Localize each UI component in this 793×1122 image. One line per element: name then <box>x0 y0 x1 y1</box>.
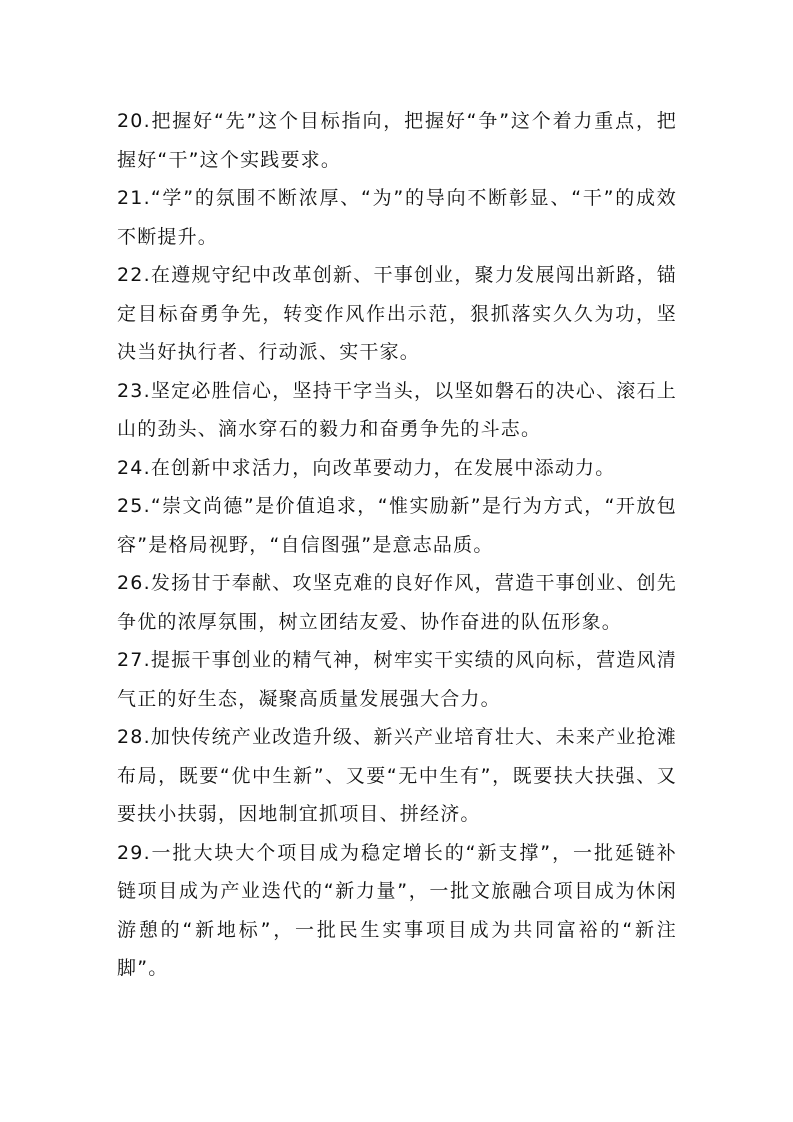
document-body <box>117 102 677 988</box>
list-item-29: 29.一批大块大个项目成为稳定增长的“新支撑”，一批延链补链项目成为产业迭代的“新力量”，一批文旅融合项目成为休闲游憩的“新地标”，一批民生实事项目成为共同富裕的“新注脚”。 <box>117 841 677 979</box>
list-item-27: 27.提振干事创业的精气神，树牢实干实绩的风向标，营造风清气正的好生态，凝聚高质量发展强大合力。 <box>117 649 677 710</box>
list-item-22: 22.在遵规守纪中改革创新、干事创业，聚力发展闯出新路，锚定目标奋勇争先，转变作风作出示范，狠抓落实久久为功，坚决当好执行者、行动派、实干家。 <box>117 264 677 363</box>
list-item-25: 25.“崇文尚德”是价值追求，“惟实励新”是行为方式，“开放包容”是格局视野，“自信图强”是意志品质。 <box>117 495 677 556</box>
list-item-24: 24.在创新中求活力，向改革要动力，在发展中添动力。 <box>117 456 616 479</box>
list-item-23: 23.坚定必胜信心，坚持干字当头，以坚如磐石的决心、滚石上山的劲头、滴水穿石的毅力和奋勇争先的斗志。 <box>117 379 677 440</box>
list-item-21: 21.“学”的氛围不断浓厚、“为”的导向不断彰显、“干”的成效不断提升。 <box>117 187 677 248</box>
list-item-28: 28.加快传统产业改造升级、新兴产业培育壮大、未来产业抢滩布局，既要“优中生新”、又要“无中生有”，既要扶大扶强、又要扶小扶弱，因地制宜抓项目、拼经济。 <box>117 726 677 825</box>
list-item-20: 20.把握好“先”这个目标指向，把握好“争”这个着力重点，把握好“干”这个实践要求。 <box>117 110 677 171</box>
list-item-26: 26.发扬甘于奉献、攻坚克难的良好作风，营造干事创业、创先争优的浓厚氛围，树立团结友爱、协作奋进的队伍形象。 <box>117 572 677 633</box>
